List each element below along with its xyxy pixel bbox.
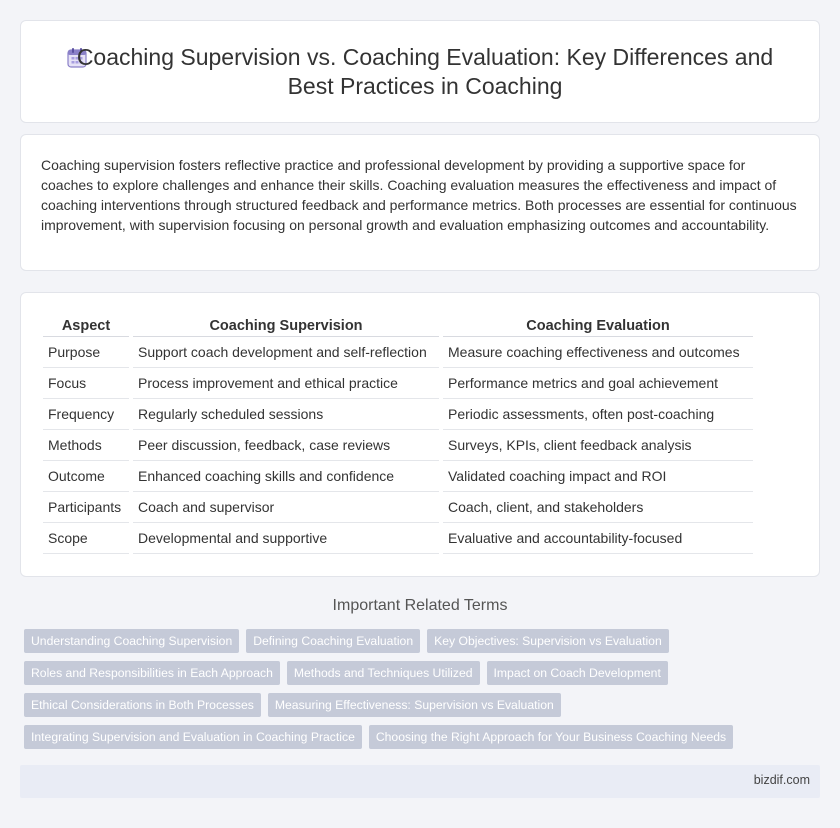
column-header-aspect: Aspect: [43, 315, 129, 337]
title-card: [20, 20, 820, 123]
table-cell-aspect: Frequency: [43, 399, 129, 430]
related-term-tag[interactable]: Ethical Considerations in Both Processes: [24, 693, 261, 717]
table-row: [43, 461, 753, 492]
table-cell-supervision: Coach and supervisor: [133, 492, 439, 523]
related-term-tag[interactable]: Impact on Coach Development: [487, 661, 668, 685]
table-cell-supervision: Process improvement and ethical practice: [133, 368, 439, 399]
related-terms-row: [24, 693, 824, 717]
table-cell-supervision: Developmental and supportive: [133, 523, 439, 554]
footer-site-link[interactable]: bizdif.com: [753, 773, 810, 787]
table-cell-evaluation: Surveys, KPIs, client feedback analysis: [443, 430, 753, 461]
related-terms-row: [24, 725, 824, 749]
table-row: [43, 399, 753, 430]
column-header-supervision: Coaching Supervision: [133, 315, 439, 337]
table-cell-evaluation: Periodic assessments, often post-coaching: [443, 399, 753, 430]
related-terms-row: [24, 661, 824, 685]
table-cell-supervision: Regularly scheduled sessions: [133, 399, 439, 430]
related-terms-list: [24, 629, 824, 757]
related-term-tag[interactable]: Defining Coaching Evaluation: [246, 629, 420, 653]
table-cell-aspect: Participants: [43, 492, 129, 523]
table-cell-aspect: Purpose: [43, 337, 129, 368]
table-row: [43, 492, 753, 523]
related-term-tag[interactable]: Choosing the Right Approach for Your Business Coaching Needs: [369, 725, 733, 749]
related-term-tag[interactable]: Understanding Coaching Supervision: [24, 629, 239, 653]
column-header-evaluation: Coaching Evaluation: [443, 315, 753, 337]
comparison-table: [43, 315, 753, 554]
table-header-row: [43, 315, 753, 337]
table-cell-aspect: Methods: [43, 430, 129, 461]
table-row: [43, 430, 753, 461]
table-cell-supervision: Support coach development and self-reflection: [133, 337, 439, 368]
table-row: [43, 368, 753, 399]
intro-card: [20, 134, 820, 271]
related-term-tag[interactable]: Integrating Supervision and Evaluation in Coaching Practice: [24, 725, 362, 749]
related-terms-row: [24, 629, 824, 653]
intro-paragraph: Coaching supervision fosters reflective practice and professional development by providing a supportive space for coaches to explore challenges and enhance their skills. Coaching evaluation measures the effectiveness and impact of coaching interventions through structured feedback and performance metrics. Both processes are essential for continuous improvement, with supervision focusing on personal growth and evaluation emphasizing outcomes and accountability.: [41, 157, 797, 233]
related-term-tag[interactable]: Key Objectives: Supervision vs Evaluation: [427, 629, 669, 653]
table-cell-evaluation: Evaluative and accountability-focused: [443, 523, 753, 554]
table-cell-evaluation: Validated coaching impact and ROI: [443, 461, 753, 492]
footer: [20, 765, 820, 798]
related-term-tag[interactable]: Methods and Techniques Utilized: [287, 661, 480, 685]
related-term-tag[interactable]: Measuring Effectiveness: Supervision vs Evaluation: [268, 693, 561, 717]
table-cell-evaluation: Coach, client, and stakeholders: [443, 492, 753, 523]
table-row: [43, 337, 753, 368]
table-cell-aspect: Focus: [43, 368, 129, 399]
table-cell-aspect: Outcome: [43, 461, 129, 492]
page-title: Coaching Supervision vs. Coaching Evaluation: Key Differences and Best Practices in Coaching: [76, 44, 774, 99]
table-cell-supervision: Enhanced coaching skills and confidence: [133, 461, 439, 492]
table-cell-evaluation: Performance metrics and goal achievement: [443, 368, 753, 399]
table-cell-supervision: Peer discussion, feedback, case reviews: [133, 430, 439, 461]
table-cell-evaluation: Measure coaching effectiveness and outcomes: [443, 337, 753, 368]
table-row: [43, 523, 753, 554]
related-terms-title: Important Related Terms: [332, 597, 508, 614]
table-cell-aspect: Scope: [43, 523, 129, 554]
related-term-tag[interactable]: Roles and Responsibilities in Each Approach: [24, 661, 280, 685]
comparison-card: [20, 292, 820, 577]
